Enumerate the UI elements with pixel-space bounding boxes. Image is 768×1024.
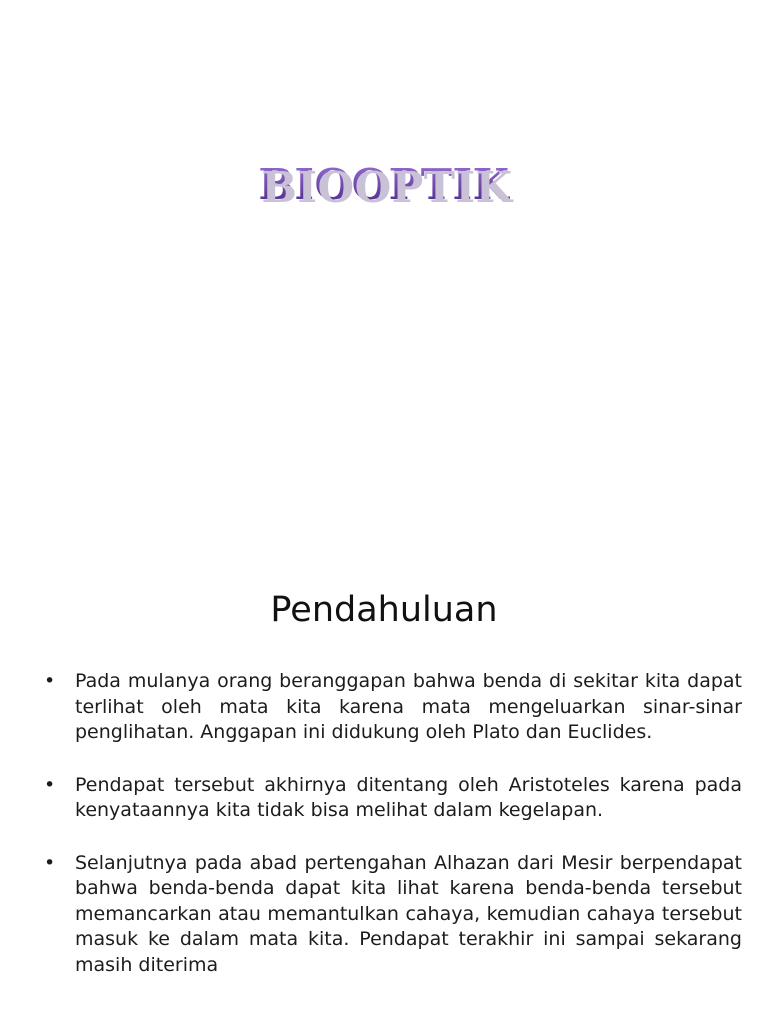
slide-title-text: BIOOPTIK <box>258 160 510 209</box>
bullet-icon: • <box>44 851 56 874</box>
bullet-item-1 <box>40 669 742 746</box>
content-slide <box>0 576 768 1024</box>
bullet-list <box>40 669 742 1005</box>
bullet-item-3 <box>40 851 742 979</box>
bullet-icon: • <box>44 670 56 692</box>
bullet-item-2 <box>40 773 742 824</box>
bullet-icon: • <box>44 773 56 796</box>
bullet-text: Pendapat tersebut akhirnya ditentang oleh Aristoteles karena pada kenyataannya kita tidak bisa melihat dalam kegelapan. <box>75 773 742 821</box>
bullet-text: Selanjutnya pada abad pertengahan Alhazan dari Mesir berpendapat bahwa benda-benda dapat kita lihat karena benda-benda tersebut memancarkan atau memantulkan cahaya, kemudian cahaya tersebut masuk ke dalam mata kita. Pendapat terakhir ini sampai sekarang masih diterima <box>75 851 742 976</box>
bullet-text: Pada mulanya orang beranggapan bahwa benda di sekitar kita dapat terlihat oleh mata kita karena mata mengeluarkan sinar-sinar penglihatan. Anggapan ini didukung oleh Plato dan Euclides. <box>75 670 742 743</box>
slide-title <box>0 160 768 209</box>
section-heading: Pendahuluan <box>270 590 498 630</box>
